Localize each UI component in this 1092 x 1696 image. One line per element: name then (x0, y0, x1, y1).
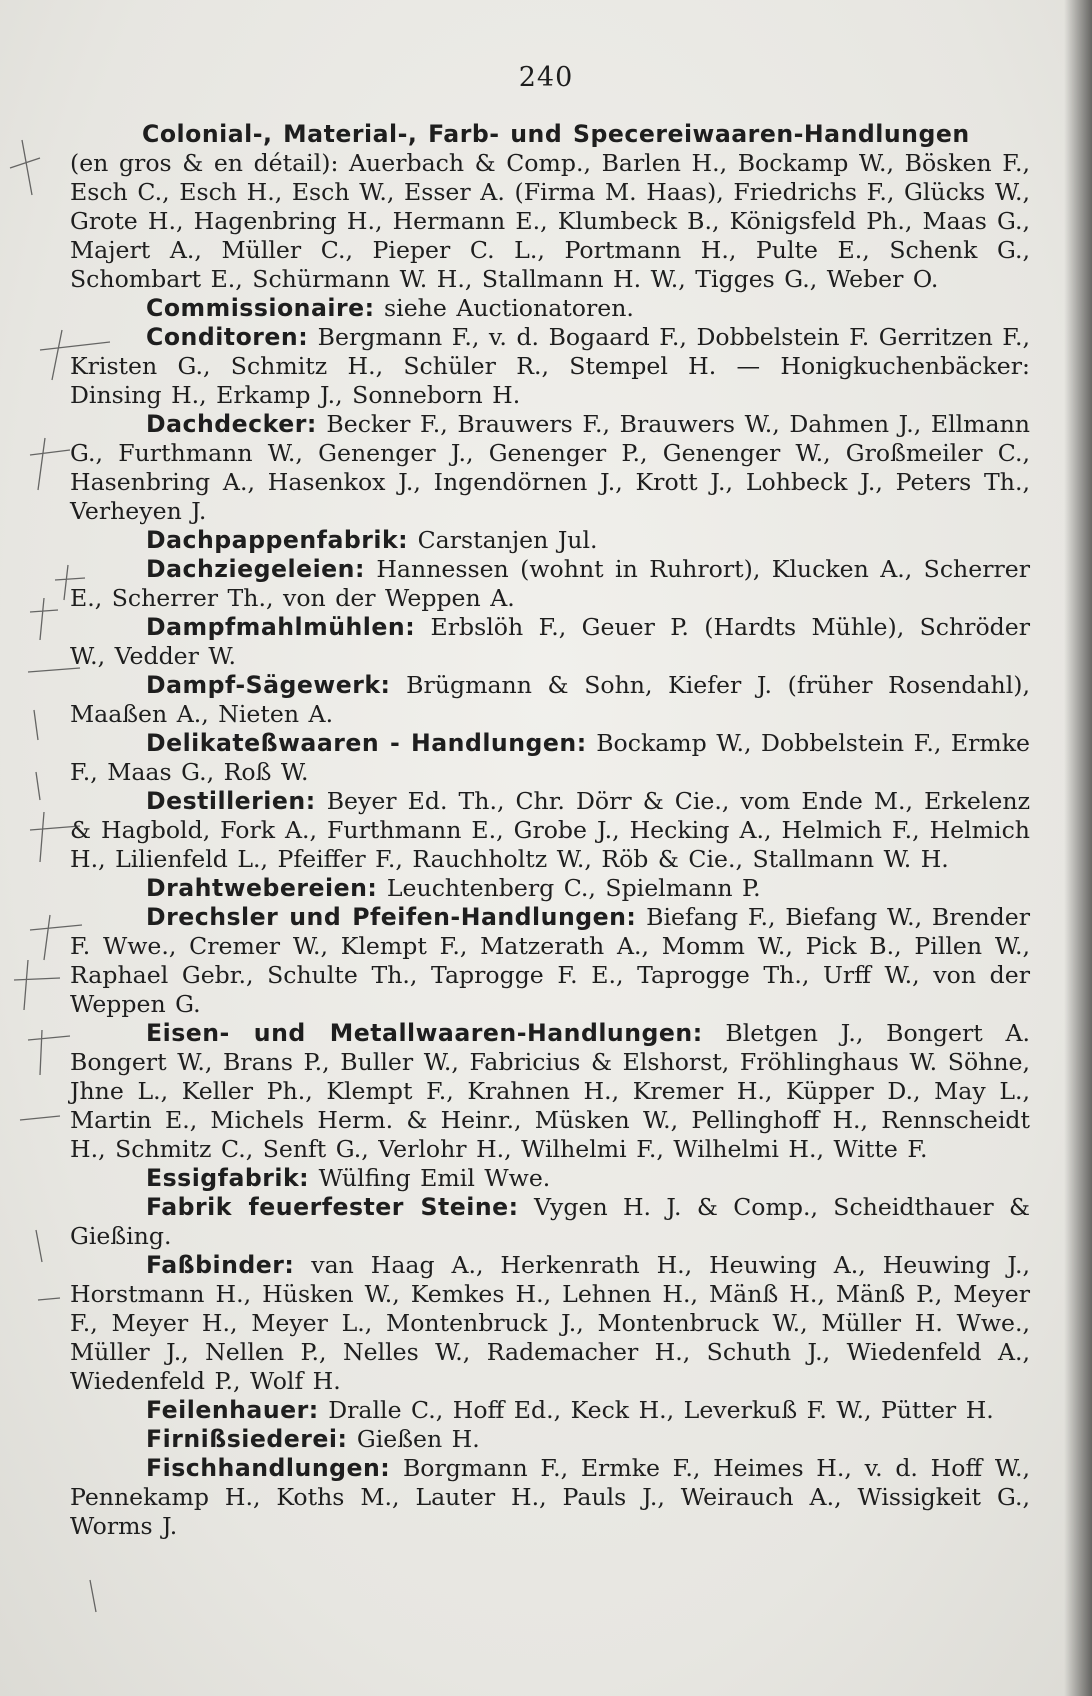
entry-heading: Dampfmahlmühlen: (146, 613, 416, 641)
directory-entry (70, 410, 1030, 526)
trade-directory-list (70, 120, 1030, 1541)
entry-text: Leuchtenberg C., Spielmann P. (386, 874, 761, 902)
pencil-tick-mark (14, 960, 60, 1010)
entry-heading: Fabrik feuerfester Steine: (146, 1193, 519, 1221)
entry-heading: Dampf-Sägewerk: (146, 671, 391, 699)
directory-entry (70, 1251, 1030, 1396)
entry-text: Borgmann F., Ermke F., Heimes H., v. d. Hoff W., Pennekamp H., Koths M., Lauter H., Pauls J., Weirauch A., Wissigkeit G., Worms J. (70, 1454, 1030, 1540)
pencil-tick-mark (10, 140, 40, 195)
entry-heading: Colonial-, Material-, Farb- und Specereiwaaren-Handlungen (142, 120, 970, 148)
entry-text: Becker F., Brauwers F., Brauwers W., Dahmen J., Ellmann G., Furthmann W., Genenger J., Genenger P., Genenger W., Großmeiler C., Hasenbring A., Hasenkox J., Ingendörnen J., Krott J., Lohbeck J., Peters Th., Verheyen J. (70, 410, 1031, 525)
directory-entry (70, 729, 1030, 787)
entry-heading: Delikateßwaaren - Handlungen: (146, 729, 587, 757)
directory-entry (70, 874, 1030, 903)
entry-text: Bergmann F., v. d. Bogaard F., Dobbelstein F. Gerritzen F., Kristen G., Schmitz H., Schüler R., Stempel H. — Honigkuchenbäcker: Dinsing H., Erkamp J., Sonneborn H. (70, 323, 1030, 409)
pencil-tick-mark (30, 598, 58, 640)
pencil-tick-mark (30, 438, 70, 490)
entry-heading: Essigfabrik: (146, 1164, 310, 1192)
directory-entry (70, 1019, 1030, 1164)
directory-entry (70, 120, 1030, 294)
entry-text: Beyer Ed. Th., Chr. Dörr & Cie., vom Ende M., Erkelenz & Hagbold, Fork A., Furthmann E., Grobe J., Hecking A., Helmich F., Helmich H., Lilienfeld L., Pfeiffer F., Rauchholtz W., Röb & Cie., Stallmann W. H. (70, 787, 1031, 873)
entry-text: Bletgen J., Bongert A. Bongert W., Brans P., Buller W., Fabricius & Elshorst, Fröhlinghaus W. Söhne, Jhne L., Keller Ph., Klempt F., Krahnen H., Kremer H., Küpper D., May L., Martin E., Michels Herm. & Heinr., Müsken W., Pellinghoff H., Rennscheidt H., Schmitz C., Senft G., Verlohr H., Wilhelmi F., Wilhelmi H., Witte F. (70, 1019, 1030, 1163)
pencil-tick-mark (36, 772, 40, 800)
entry-heading: Feilenhauer: (146, 1396, 319, 1424)
entry-heading: Dachziegeleien: (146, 555, 365, 583)
entry-text: siehe Auctionatoren. (384, 294, 634, 322)
directory-entry (70, 1396, 1030, 1425)
entry-text: Dralle C., Hoff Ed., Keck H., Leverkuß F. W., Pütter H. (328, 1396, 994, 1424)
entry-text: van Haag A., Herkenrath H., Heuwing A., Heuwing J., Horstmann H., Hüsken W., Kemkes H., Lehnen H., Mänß H., Mänß P., Meyer F., Meyer H., Meyer L., Montenbruck J., Montenbruck W., Müller H. Wwe., Müller J., Nellen P., Nelles W., Rademacher H., Schuth J., Wiedenfeld A., Wiedenfeld P., Wolf H. (70, 1251, 1030, 1395)
entry-heading: Dachdecker: (146, 410, 317, 438)
entry-heading: Firnißsiederei: (146, 1425, 348, 1453)
entry-text: Carstanjen Jul. (417, 526, 598, 554)
directory-entry (70, 323, 1030, 410)
directory-entry (70, 294, 1030, 323)
directory-entry (70, 1425, 1030, 1454)
entry-heading: Faßbinder: (146, 1251, 295, 1279)
entry-text: Vygen H. J. & Comp., Scheidthauer & Gießing. (70, 1193, 1031, 1250)
entry-heading: Fischhandlungen: (146, 1454, 391, 1482)
entry-heading: Conditoren: (146, 323, 309, 351)
entry-heading: Dachpappenfabrik: (146, 526, 409, 554)
directory-entry (70, 903, 1030, 1019)
pencil-tick-mark (36, 1230, 42, 1262)
directory-entry (70, 1193, 1030, 1251)
entry-text: Gießen H. (356, 1425, 480, 1453)
entry-text: (en gros & en détail): Auerbach & Comp., Barlen H., Bockamp W., Bösken F., Esch C., Esch H., Esch W., Esser A. (Firma M. Haas), Friedrichs F., Glücks W., Grote H., Hagenbring H., Hermann E., Klumbeck B., Königsfeld Ph., Maas G., Majert A., Müller C., Pieper C. L., Portmann H., Pulte E., Schenk G., Schombart E., Schürmann W. H., Stallmann H. W., Tigges G., Weber O. (70, 149, 1030, 293)
directory-entry (70, 526, 1030, 555)
entry-heading: Drechsler und Pfeifen-Handlungen: (146, 903, 637, 931)
entry-text: Erbslöh F., Geuer P. (Hardts Mühle), Schröder W., Vedder W. (70, 613, 1031, 670)
directory-entry (70, 1454, 1030, 1541)
entry-heading: Commissionaire: (146, 294, 375, 322)
directory-entry (70, 787, 1030, 874)
directory-entry (70, 613, 1030, 671)
directory-entry (70, 671, 1030, 729)
page-number: 240 (518, 62, 574, 93)
pencil-tick-mark (90, 1580, 96, 1612)
entry-text: Bockamp W., Dobbelstein F., Ermke F., Maas G., Roß W. (70, 729, 1030, 786)
entry-heading: Drahtwebereien: (146, 874, 378, 902)
entry-heading: Destillerien: (146, 787, 316, 815)
pencil-tick-mark (28, 1030, 70, 1075)
pencil-tick-mark (34, 710, 38, 740)
entry-text: Hannessen (wohnt in Ruhrort), Klucken A., Scherrer E., Scherrer Th., von der Weppen A. (70, 555, 1030, 612)
pencil-tick-mark (38, 1298, 60, 1300)
pencil-tick-mark (20, 1116, 60, 1120)
entry-text: Wülfing Emil Wwe. (318, 1164, 551, 1192)
entry-text: Biefang F., Biefang W., Brender F. Wwe., Cremer W., Klempt F., Matzerath A., Momm W., Pick B., Pillen W., Raphael Gebr., Schulte Th., Taprogge F. E., Taprogge Th., Urff W., von der Weppen G. (70, 903, 1031, 1018)
entry-heading: Eisen- und Metallwaaren-Handlungen: (146, 1019, 703, 1047)
directory-entry (70, 1164, 1030, 1193)
directory-entry (70, 555, 1030, 613)
entry-text: Brügmann & Sohn, Kiefer J. (früher Rosendahl), Maaßen A., Nieten A. (70, 671, 1031, 728)
